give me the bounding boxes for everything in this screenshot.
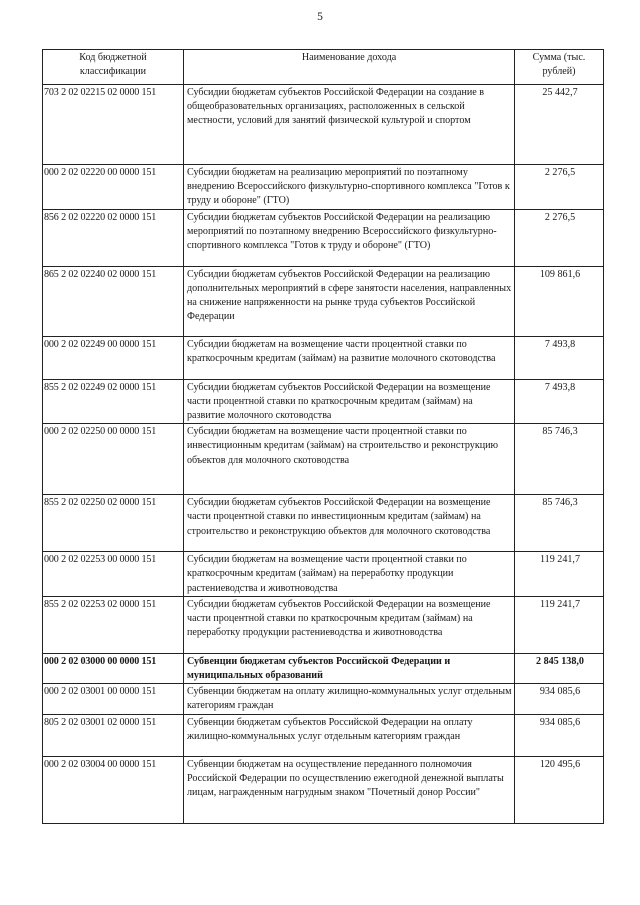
sum-cell: 2 845 138,0 xyxy=(515,653,604,683)
name-cell: Субсидии бюджетам на возмещение части процентной ставки по краткосрочным кредитам (займам) на развитие молочного скотоводства xyxy=(184,336,515,379)
sum-cell: 119 241,7 xyxy=(515,552,604,597)
code-cell: 855 2 02 02249 02 0000 151 xyxy=(43,379,184,424)
code-cell: 000 2 02 02253 00 0000 151 xyxy=(43,552,184,597)
sum-cell: 119 241,7 xyxy=(515,596,604,653)
name-cell: Субвенции бюджетам субъектов Российской Федерации и муниципальных образований xyxy=(184,653,515,683)
table-row xyxy=(43,165,604,210)
code-cell: 000 2 02 02250 00 0000 151 xyxy=(43,424,184,495)
budget-income-table xyxy=(42,49,604,824)
code-cell: 000 2 02 03000 00 0000 151 xyxy=(43,653,184,683)
name-cell: Субсидии бюджетам на возмещение части процентной ставки по краткосрочным кредитам (займам) на переработку продукции растениеводства и животноводства xyxy=(184,552,515,597)
table-row xyxy=(43,424,604,495)
name-cell: Субсидии бюджетам субъектов Российской Федерации на создание в общеобразовательных организациях, расположенных в сельской местности, условий для занятий физической культурой и спортом xyxy=(184,85,515,165)
header-code: Код бюджетной классификации xyxy=(43,50,184,85)
name-cell: Субсидии бюджетам субъектов Российской Федерации на возмещение части процентной ставки по краткосрочным кредитам (займам) на переработку продукции растениеводства и животноводства xyxy=(184,596,515,653)
table-row xyxy=(43,552,604,597)
name-cell: Субвенции бюджетам на осуществление переданного полномочия Российской Федерации по осуществлению ежегодной денежной выплаты лицам, награжденным нагрудным знаком "Почетный донор России" xyxy=(184,756,515,823)
sum-cell: 85 746,3 xyxy=(515,424,604,495)
code-cell: 856 2 02 02220 02 0000 151 xyxy=(43,209,184,266)
table-row xyxy=(43,336,604,379)
table-header-row xyxy=(43,50,604,85)
sum-cell: 25 442,7 xyxy=(515,85,604,165)
sum-cell: 120 495,6 xyxy=(515,756,604,823)
name-cell: Субвенции бюджетам на оплату жилищно-коммунальных услуг отдельным категориям граждан xyxy=(184,684,515,714)
sum-cell: 7 493,8 xyxy=(515,379,604,424)
code-cell: 000 2 02 03004 00 0000 151 xyxy=(43,756,184,823)
table-row xyxy=(43,714,604,756)
code-cell: 000 2 02 03001 00 0000 151 xyxy=(43,684,184,714)
table-row xyxy=(43,379,604,424)
name-cell: Субсидии бюджетам субъектов Российской Федерации на реализацию дополнительных мероприятий в сфере занятости населения, направленных на снижение напряженности на рынке труда субъектов Российской Федерации xyxy=(184,266,515,336)
code-cell: 865 2 02 02240 02 0000 151 xyxy=(43,266,184,336)
name-cell: Субсидии бюджетам субъектов Российской Федерации на возмещение части процентной ставки по краткосрочным кредитам (займам) на развитие молочного скотоводства xyxy=(184,379,515,424)
name-cell: Субвенции бюджетам субъектов Российской Федерации на оплату жилищно-коммунальных услуг отдельным категориям граждан xyxy=(184,714,515,756)
page-number: 5 xyxy=(317,11,323,23)
code-cell: 000 2 02 02220 00 0000 151 xyxy=(43,165,184,210)
table-row xyxy=(43,756,604,823)
sum-cell: 934 085,6 xyxy=(515,684,604,714)
code-cell: 855 2 02 02253 02 0000 151 xyxy=(43,596,184,653)
sum-cell: 85 746,3 xyxy=(515,495,604,552)
table-row xyxy=(43,209,604,266)
name-cell: Субсидии бюджетам субъектов Российской Федерации на реализацию мероприятий по поэтапному внедрению Всероссийского физкультурно-спортивного комплекса "Готов к труду и обороне" (ГТО) xyxy=(184,209,515,266)
sum-cell: 109 861,6 xyxy=(515,266,604,336)
name-cell: Субсидии бюджетам на возмещение части процентной ставки по инвестиционным кредитам (займам) на строительство и реконструкцию объектов для молочного скотоводства xyxy=(184,424,515,495)
header-sum: Сумма (тыс. рублей) xyxy=(515,50,604,85)
sum-cell: 2 276,5 xyxy=(515,209,604,266)
sum-cell: 7 493,8 xyxy=(515,336,604,379)
table-row xyxy=(43,495,604,552)
header-name: Наименование дохода xyxy=(184,50,515,85)
table-row xyxy=(43,266,604,336)
name-cell: Субсидии бюджетам на реализацию мероприятий по поэтапному внедрению Всероссийского физкультурно-спортивного комплекса "Готов к труду и обороне" (ГТО) xyxy=(184,165,515,210)
code-cell: 805 2 02 03001 02 0000 151 xyxy=(43,714,184,756)
table-row xyxy=(43,684,604,714)
code-cell: 703 2 02 02215 02 0000 151 xyxy=(43,85,184,165)
sum-cell: 2 276,5 xyxy=(515,165,604,210)
table-row xyxy=(43,596,604,653)
code-cell: 855 2 02 02250 02 0000 151 xyxy=(43,495,184,552)
code-cell: 000 2 02 02249 00 0000 151 xyxy=(43,336,184,379)
sum-cell: 934 085,6 xyxy=(515,714,604,756)
table-row xyxy=(43,85,604,165)
table-row xyxy=(43,653,604,683)
name-cell: Субсидии бюджетам субъектов Российской Федерации на возмещение части процентной ставки по инвестиционным кредитам (займам) на строительство и реконструкцию объектов для молочного скотоводства xyxy=(184,495,515,552)
table-body xyxy=(43,85,604,824)
